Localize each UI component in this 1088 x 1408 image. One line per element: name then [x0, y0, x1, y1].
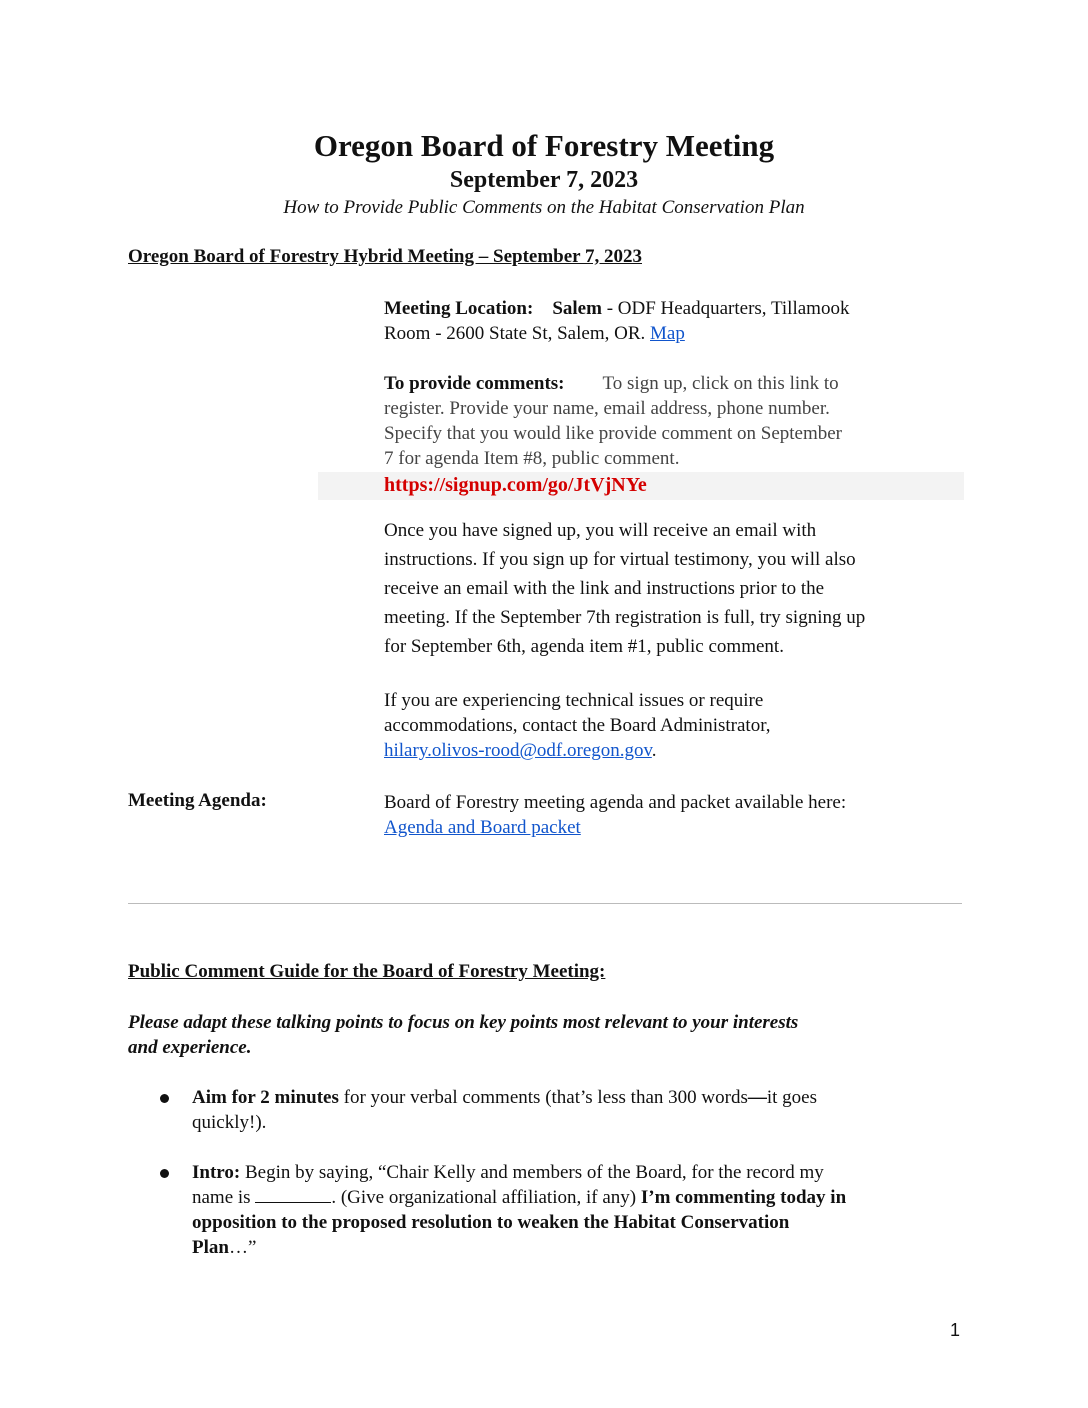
bullet-lead: Intro: [192, 1162, 241, 1183]
document-subtitle: How to Provide Public Comments on the Habitat Conservation Plan [283, 197, 805, 218]
admin-email-link[interactable]: hilary.olivos-rood@odf.oregon.gov [384, 740, 652, 761]
bullet-bold-text: I’m commenting today in [640, 1187, 847, 1208]
signup-url[interactable]: https://signup.com/go/JtVjNYe [384, 474, 647, 496]
meeting-location [384, 296, 964, 346]
bullet-text-start: name is [192, 1187, 256, 1208]
agenda-block [384, 790, 964, 840]
comments-line2: register. Provide your name, email address, phone number. [384, 398, 830, 419]
agenda-text: Board of Forestry meeting agenda and packet available here: [384, 792, 847, 813]
technical-issues-line2: accommodations, contact the Board Administrator, [384, 715, 771, 736]
guide-instruction-line2: and experience. [128, 1037, 252, 1058]
location-city: Salem [552, 298, 602, 319]
comments-line4: 7 for agenda Item #8, public comment. [384, 448, 680, 469]
signup-instructions-line4: meeting. If the September 7th registration is full, try signing up [384, 607, 866, 628]
section-divider [128, 903, 962, 904]
agenda-packet-link[interactable]: Agenda and Board packet [384, 817, 581, 838]
em-dash: — [747, 1087, 767, 1108]
bullet-text: for your verbal comments (that’s less than 300 words [338, 1087, 748, 1108]
bullet-bold-line4: Plan [192, 1237, 229, 1258]
agenda-label: Meeting Agenda: [128, 790, 267, 811]
location-label: Meeting Location: [384, 298, 534, 319]
comments-label: To provide comments: [384, 373, 565, 394]
signup-instructions-line1: Once you have signed up, you will receive an email with [384, 520, 817, 541]
meeting-date: September 7, 2023 [449, 167, 639, 193]
signup-instructions-line2: instructions. If you sign up for virtual testimony, you will also [384, 549, 856, 570]
bullet-text-tail: it goes [766, 1087, 817, 1108]
hybrid-meeting-heading: Oregon Board of Forestry Hybrid Meeting – September 7, 2023 [128, 246, 642, 267]
guide-instruction-line1: Please adapt these talking points to focus on key points most relevant to your interests [128, 1012, 799, 1033]
comments-line3: Specify that you would like provide comment on September [384, 423, 843, 444]
document-title: Oregon Board of Forestry Meeting [313, 128, 775, 163]
bullet-text-end: …” [228, 1237, 257, 1258]
bullet-text-mid: . (Give organizational affiliation, if any) [331, 1187, 641, 1208]
list-item [160, 1160, 960, 1260]
name-blank [255, 1188, 331, 1203]
bullet-bold-line3: opposition to the proposed resolution to weaken the Habitat Conservation [192, 1212, 790, 1233]
location-line2: Room - 2600 State St, Salem, OR. [384, 323, 646, 344]
bullet-text: Begin by saying, “Chair Kelly and members of the Board, for the record my [240, 1162, 824, 1183]
bullet-lead: Aim for 2 minutes [192, 1087, 339, 1108]
location-line1: - ODF Headquarters, Tillamook [606, 298, 850, 319]
list-item [160, 1085, 960, 1135]
bullet-text-line2: quickly!). [192, 1112, 267, 1133]
signup-instructions [384, 516, 964, 661]
comments-line1: To sign up, click on this link to [602, 373, 839, 394]
bullet-icon [160, 1094, 169, 1103]
provide-comments-block [384, 371, 964, 471]
page-number: 1 [950, 1320, 961, 1340]
signup-instructions-line5: for September 6th, agenda item #1, public comment. [384, 636, 784, 657]
admin-email-period: . [651, 740, 657, 761]
bullet-icon [160, 1169, 169, 1178]
signup-instructions-line3: receive an email with the link and instructions prior to the [384, 578, 825, 599]
guide-instruction [128, 1010, 968, 1060]
map-link[interactable]: Map [650, 323, 685, 344]
technical-issues-line1: If you are experiencing technical issues or require [384, 690, 764, 711]
guide-heading: Public Comment Guide for the Board of Forestry Meeting: [128, 961, 606, 982]
technical-issues [384, 688, 964, 763]
